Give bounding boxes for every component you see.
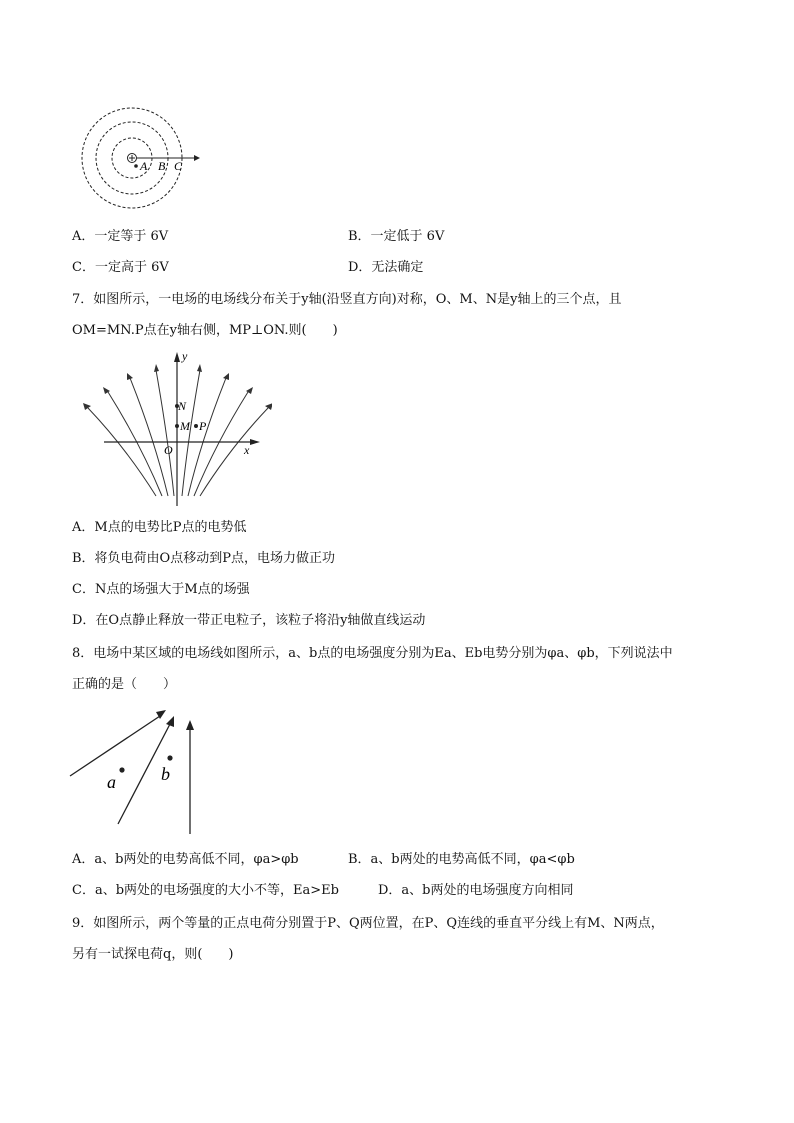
q7-label-n: N [178,399,187,413]
q6-figure [70,100,210,220]
q8-option-a[interactable]: A．a、b两处的电势高低不同，φa>φb [72,852,299,867]
q7-x-arrow-icon [250,439,260,445]
q6-option-c[interactable]: C．一定高于 6V [72,260,169,275]
q7-y-arrow-icon [174,352,180,362]
q7-figure [82,348,272,508]
q7-option-b[interactable]: B．将负电荷由O点移动到P点，电场力做正功 [72,551,335,566]
q7-stem-line1: 7．如图所示，一电场的电场线分布关于y轴(沿竖直方向)对称，O、M、N是y轴上的三个点，且 [72,292,622,307]
q6-label-a: A [140,159,148,173]
q9-stem-line2: 另有一试探电荷q，则( ) [72,947,234,962]
q7-option-a[interactable]: A．M点的电势比P点的电势低 [72,520,247,535]
q8-point-a [119,767,124,772]
q6-option-d[interactable]: D．无法确定 [348,260,424,275]
q7-stem-line2: OM=MN.P点在y轴右侧，MP⊥ON.则( ) [72,323,338,338]
q7-point-m [175,424,179,428]
q7-option-c[interactable]: C．N点的场强大于M点的场强 [72,582,250,597]
q7-label-o: O [164,443,173,457]
q7-label-m: M [180,419,190,433]
q6-label-c: C [174,159,183,173]
q7-option-d[interactable]: D．在O点静止释放一带正电粒子，该粒子将沿y轴做直线运动 [72,613,426,628]
q8-figure [66,702,216,842]
q9-stem-line1: 9．如图所示，两个等量的正点电荷分别置于P、Q两位置，在P、Q连线的垂直平分线上有M、N两点， [72,916,664,931]
q8-option-d[interactable]: D．a、b两处的电场强度方向相同 [378,883,574,898]
q6-option-a[interactable]: A．一定等于 6V [72,229,169,244]
q6-option-b[interactable]: B．一定低于 6V [348,229,445,244]
q8-stem-line1: 8．电场中某区域的电场线如图所示，a、b点的电场强度分别为Ea、Eb电势分别为φa、φb，下列说法中 [72,646,673,661]
q6-arrow-icon [194,155,200,161]
q8-field-line-left [70,716,160,776]
q8-option-c[interactable]: C．a、b两处的电场强度的大小不等，Ea>Eb [72,883,339,898]
q8-arrow-middle-icon [166,716,174,727]
q7-label-x: x [244,443,250,457]
q8-option-b[interactable]: B．a、b两处的电势高低不同，φa<φb [348,852,575,867]
q7-label-y: y [182,349,188,363]
q8-label-b: b [161,764,170,784]
q8-stem-line2: 正确的是（ ） [72,677,177,692]
q8-point-b [167,755,172,760]
q8-label-a: a [107,772,116,792]
q7-point-p [194,424,198,428]
q7-label-p: P [199,419,207,433]
q6-point-a [134,164,138,168]
q6-label-b: B [158,159,166,173]
q8-arrow-right-icon [186,720,194,730]
